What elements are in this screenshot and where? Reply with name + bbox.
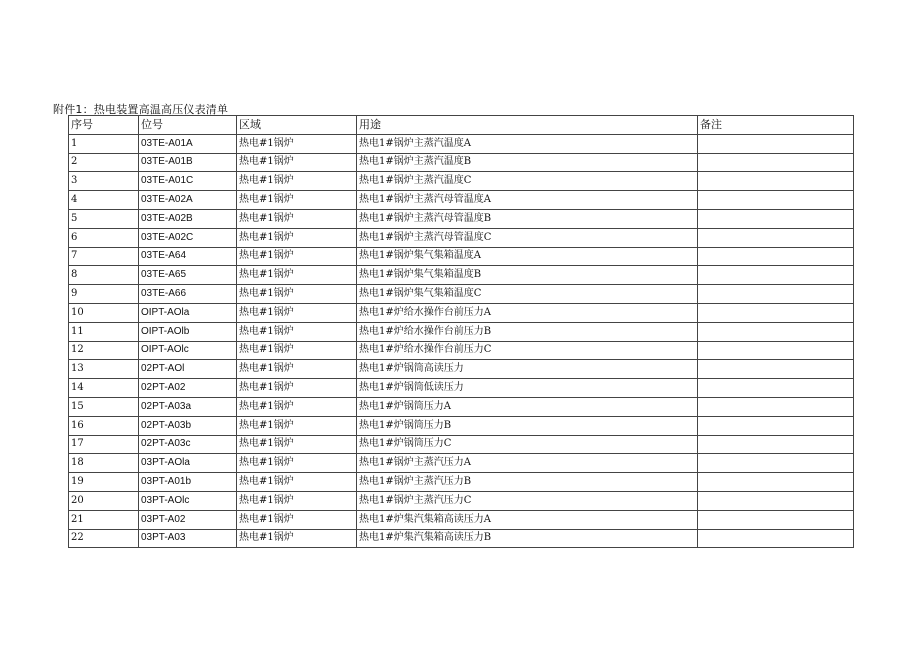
cell-tag: 03TE-A01B: [139, 153, 237, 172]
cell-no: 3: [69, 172, 139, 191]
cell-use: 热电1#炉集汽集箱高读压力B: [357, 529, 698, 548]
cell-tag: 03TE-A01A: [139, 134, 237, 153]
cell-area: 热电#1锅炉: [237, 491, 357, 510]
table-row: [69, 303, 854, 322]
cell-area: 热电#1锅炉: [237, 454, 357, 473]
cell-tag: 02PT-AOl: [139, 360, 237, 379]
cell-area: 热电#1锅炉: [237, 303, 357, 322]
cell-note: [698, 191, 854, 210]
cell-use: 热电1#锅炉主蒸汽温度A: [357, 134, 698, 153]
cell-note: [698, 510, 854, 529]
cell-no: 2: [69, 153, 139, 172]
header-no: 序号: [69, 116, 139, 135]
cell-no: 18: [69, 454, 139, 473]
table-header-row: [69, 116, 854, 135]
cell-tag: 03PT-AOla: [139, 454, 237, 473]
cell-use: 热电1#锅炉主蒸汽温度C: [357, 172, 698, 191]
cell-no: 9: [69, 285, 139, 304]
cell-note: [698, 209, 854, 228]
cell-area: 热电#1锅炉: [237, 285, 357, 304]
cell-area: 热电#1锅炉: [237, 379, 357, 398]
cell-use: 热电1#炉给水操作台前压力C: [357, 341, 698, 360]
cell-no: 20: [69, 491, 139, 510]
table-row: [69, 397, 854, 416]
cell-tag: 03TE-A02B: [139, 209, 237, 228]
table-row: [69, 209, 854, 228]
cell-area: 热电#1锅炉: [237, 473, 357, 492]
cell-area: 热电#1锅炉: [237, 209, 357, 228]
table-row: [69, 529, 854, 548]
cell-tag: 02PT-A03a: [139, 397, 237, 416]
table-row: [69, 172, 854, 191]
cell-tag: 02PT-A03c: [139, 435, 237, 454]
cell-tag: 02PT-A02: [139, 379, 237, 398]
cell-note: [698, 341, 854, 360]
cell-note: [698, 303, 854, 322]
cell-area: 热电#1锅炉: [237, 191, 357, 210]
table-row: [69, 473, 854, 492]
cell-tag: 03TE-A02C: [139, 228, 237, 247]
cell-area: 热电#1锅炉: [237, 416, 357, 435]
cell-note: [698, 172, 854, 191]
cell-use: 热电1#锅炉主蒸汽温度B: [357, 153, 698, 172]
cell-no: 11: [69, 322, 139, 341]
cell-note: [698, 153, 854, 172]
cell-area: 热电#1锅炉: [237, 134, 357, 153]
cell-no: 12: [69, 341, 139, 360]
cell-note: [698, 473, 854, 492]
header-tag: 位号: [139, 116, 237, 135]
cell-area: 热电#1锅炉: [237, 172, 357, 191]
table-row: [69, 360, 854, 379]
cell-use: 热电1#炉锅筒压力C: [357, 435, 698, 454]
table-row: [69, 322, 854, 341]
cell-tag: 03TE-A64: [139, 247, 237, 266]
table-row: [69, 341, 854, 360]
cell-area: 热电#1锅炉: [237, 510, 357, 529]
cell-no: 5: [69, 209, 139, 228]
cell-tag: OIPT-AOlb: [139, 322, 237, 341]
cell-note: [698, 360, 854, 379]
cell-area: 热电#1锅炉: [237, 228, 357, 247]
cell-no: 14: [69, 379, 139, 398]
cell-area: 热电#1锅炉: [237, 341, 357, 360]
cell-note: [698, 228, 854, 247]
cell-note: [698, 266, 854, 285]
table-row: [69, 134, 854, 153]
cell-note: [698, 322, 854, 341]
instrument-table: [68, 115, 854, 548]
cell-tag: 03PT-A01b: [139, 473, 237, 492]
cell-area: 热电#1锅炉: [237, 322, 357, 341]
cell-tag: 03PT-A02: [139, 510, 237, 529]
header-note: 备注: [698, 116, 854, 135]
cell-use: 热电1#炉锅筒压力B: [357, 416, 698, 435]
table-row: [69, 153, 854, 172]
cell-use: 热电1#锅炉集气集箱温度A: [357, 247, 698, 266]
cell-no: 8: [69, 266, 139, 285]
cell-note: [698, 247, 854, 266]
cell-area: 热电#1锅炉: [237, 435, 357, 454]
cell-use: 热电1#锅炉集气集箱温度B: [357, 266, 698, 285]
cell-use: 热电1#炉锅筒高读压力: [357, 360, 698, 379]
table-row: [69, 285, 854, 304]
table-row: [69, 454, 854, 473]
cell-note: [698, 435, 854, 454]
table-row: [69, 266, 854, 285]
cell-note: [698, 529, 854, 548]
cell-tag: 03PT-A03: [139, 529, 237, 548]
table-body: [69, 134, 854, 548]
cell-tag: 03TE-A65: [139, 266, 237, 285]
cell-area: 热电#1锅炉: [237, 266, 357, 285]
cell-no: 19: [69, 473, 139, 492]
cell-use: 热电1#炉给水操作台前压力A: [357, 303, 698, 322]
cell-no: 10: [69, 303, 139, 322]
cell-use: 热电1#锅炉集气集箱温度C: [357, 285, 698, 304]
cell-no: 7: [69, 247, 139, 266]
table-row: [69, 228, 854, 247]
cell-tag: 03TE-A02A: [139, 191, 237, 210]
cell-use: 热电1#锅炉主蒸汽压力C: [357, 491, 698, 510]
table-row: [69, 435, 854, 454]
cell-area: 热电#1锅炉: [237, 360, 357, 379]
cell-area: 热电#1锅炉: [237, 529, 357, 548]
cell-use: 热电1#锅炉主蒸汽压力A: [357, 454, 698, 473]
cell-note: [698, 285, 854, 304]
cell-no: 15: [69, 397, 139, 416]
cell-tag: 03TE-A66: [139, 285, 237, 304]
cell-no: 21: [69, 510, 139, 529]
cell-area: 热电#1锅炉: [237, 247, 357, 266]
table-row: [69, 247, 854, 266]
cell-note: [698, 454, 854, 473]
table-row: [69, 510, 854, 529]
cell-use: 热电1#炉集汽集箱高读压力A: [357, 510, 698, 529]
cell-no: 6: [69, 228, 139, 247]
header-area: 区域: [237, 116, 357, 135]
cell-note: [698, 416, 854, 435]
table-row: [69, 416, 854, 435]
table-row: [69, 379, 854, 398]
cell-use: 热电1#锅炉主蒸汽母管温度B: [357, 209, 698, 228]
cell-tag: 03PT-AOlc: [139, 491, 237, 510]
cell-note: [698, 134, 854, 153]
cell-tag: OIPT-AOlc: [139, 341, 237, 360]
table-row: [69, 191, 854, 210]
cell-use: 热电1#锅炉主蒸汽母管温度C: [357, 228, 698, 247]
cell-note: [698, 491, 854, 510]
cell-use: 热电1#炉锅筒低读压力: [357, 379, 698, 398]
cell-area: 热电#1锅炉: [237, 153, 357, 172]
cell-no: 16: [69, 416, 139, 435]
cell-no: 13: [69, 360, 139, 379]
cell-no: 17: [69, 435, 139, 454]
cell-use: 热电1#炉给水操作台前压力B: [357, 322, 698, 341]
cell-tag: OIPT-AOla: [139, 303, 237, 322]
table-row: [69, 491, 854, 510]
cell-use: 热电1#炉锅筒压力A: [357, 397, 698, 416]
cell-no: 1: [69, 134, 139, 153]
cell-use: 热电1#锅炉主蒸汽压力B: [357, 473, 698, 492]
cell-tag: 02PT-A03b: [139, 416, 237, 435]
header-use: 用途: [357, 116, 698, 135]
cell-note: [698, 379, 854, 398]
cell-tag: 03TE-A01C: [139, 172, 237, 191]
cell-note: [698, 397, 854, 416]
cell-use: 热电1#锅炉主蒸汽母管温度A: [357, 191, 698, 210]
cell-area: 热电#1锅炉: [237, 397, 357, 416]
cell-no: 22: [69, 529, 139, 548]
cell-no: 4: [69, 191, 139, 210]
document-title: 附件1：热电装置高温高压仪表清单: [53, 103, 229, 116]
